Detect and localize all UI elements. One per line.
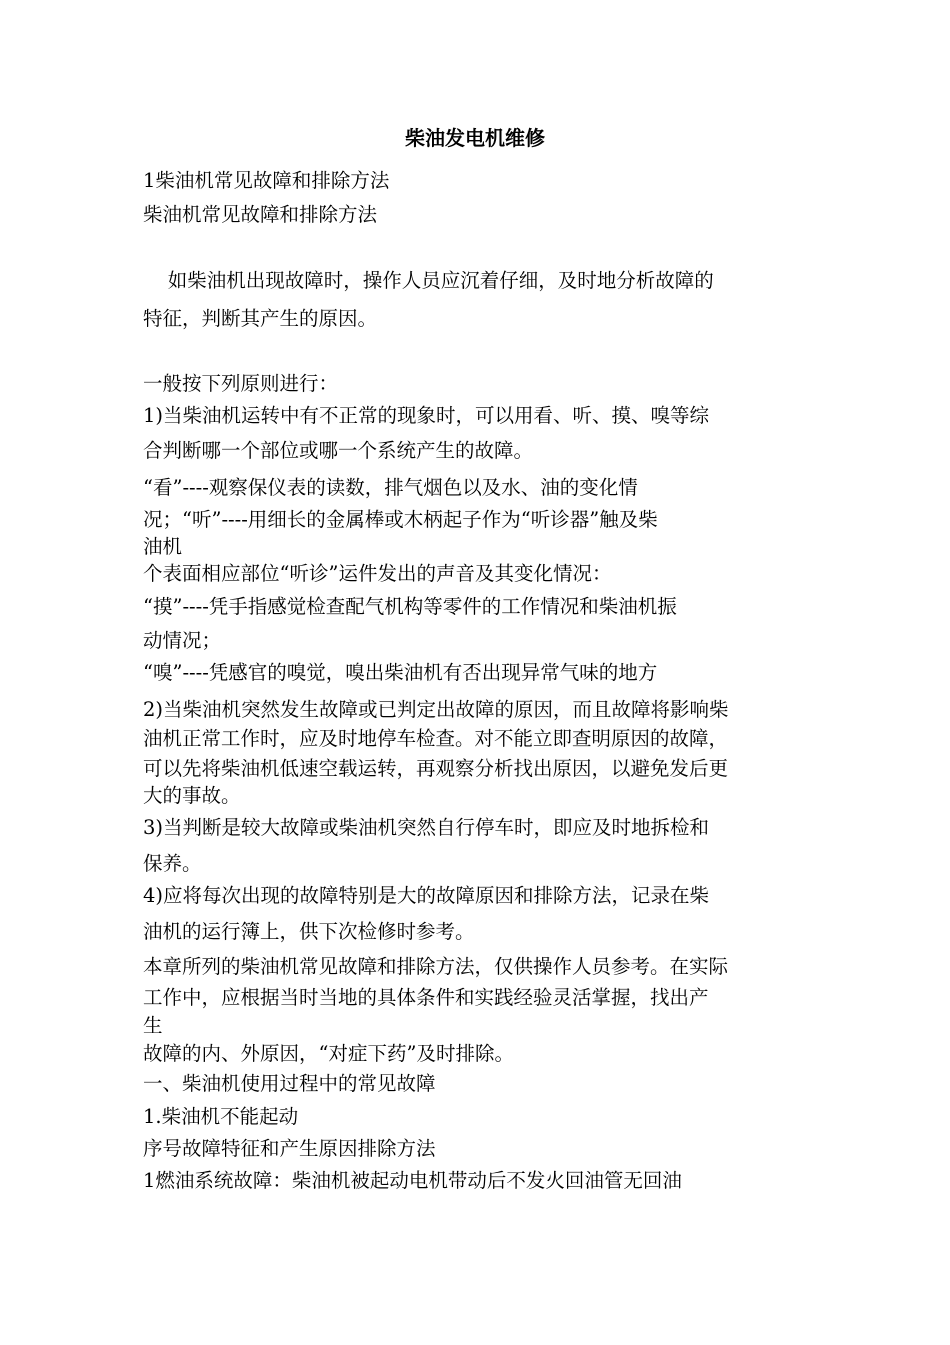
paragraph-line: 本章所列的柴油机常见故障和排除方法，仅供操作人员参考。在实际 (143, 955, 729, 978)
paragraph-line: 一般按下列原则进行： (143, 372, 339, 395)
paragraph-line: 2)当柴油机突然发生故障或已判定出故障的原因，而且故障将影响柴 (143, 698, 729, 721)
paragraph-line: 如柴油机出现故障时，操作人员应沉着仔细，及时地分析故障的 (143, 269, 714, 292)
paragraph-line: 况；“听”----用细长的金属棒或木柄起子作为“听诊器”触及柴 (143, 508, 658, 531)
paragraph-line: 合判断哪一个部位或哪一个系统产生的故障。 (143, 439, 534, 462)
paragraph-line: 特征，判断其产生的原因。 (143, 307, 378, 330)
paragraph-line: “嗅”----凭感官的嗅觉，嗅出柴油机有否出现异常气味的地方 (143, 661, 658, 684)
paragraph-line: “摸”----凭手指感觉检查配气机构等零件的工作情况和柴油机振 (143, 595, 677, 618)
subheading: 柴油机常见故障和排除方法 (143, 203, 378, 226)
paragraph-line: 大的事故。 (143, 784, 241, 807)
paragraph-line: 工作中，应根据当时当地的具体条件和实践经验灵活掌握，找出产 (143, 986, 709, 1009)
paragraph-line: 油机正常工作时，应及时地停车检查。对不能立即查明原因的故障， (143, 727, 729, 750)
section-heading: 1柴油机常见故障和排除方法 (143, 169, 390, 192)
table-header-line: 序号故障特征和产生原因排除方法 (143, 1137, 436, 1160)
table-row-line: 1燃油系统故障：柴油机被起动电机带动后不发火回油管无回油 (143, 1169, 682, 1192)
paragraph-line: 1)当柴油机运转中有不正常的现象时，可以用看、听、摸、嗅等综 (143, 404, 710, 427)
paragraph-line: 3)当判断是较大故障或柴油机突然自行停车时，即应及时地拆检和 (143, 816, 710, 839)
paragraph-line: “看”----观察保仪表的读数，排气烟色以及水、油的变化情 (143, 476, 638, 499)
paragraph-line: 个表面相应部位“听诊”运件发出的声音及其变化情况： (143, 562, 612, 585)
paragraph-line: 保养。 (143, 852, 202, 875)
paragraph-line: 4)应将每次出现的故障特别是大的故障原因和排除方法，记录在柴 (143, 884, 710, 907)
subsection-heading: 1.柴油机不能起动 (143, 1105, 299, 1128)
paragraph-line: 可以先将柴油机低速空载运转，再观察分析找出原因，以避免发后更 (143, 757, 729, 780)
paragraph-line: 生 (143, 1014, 163, 1037)
paragraph-line: 油机 (143, 535, 183, 558)
document-title: 柴油发电机维修 (405, 126, 545, 150)
paragraph-line: 故障的内、外原因，“对症下药”及时排除。 (143, 1042, 514, 1065)
paragraph-line: 动情况； (143, 629, 222, 652)
paragraph-line: 油机的运行簿上，供下次检修时参考。 (143, 920, 475, 943)
section-heading: 一、柴油机使用过程中的常见故障 (143, 1072, 436, 1095)
